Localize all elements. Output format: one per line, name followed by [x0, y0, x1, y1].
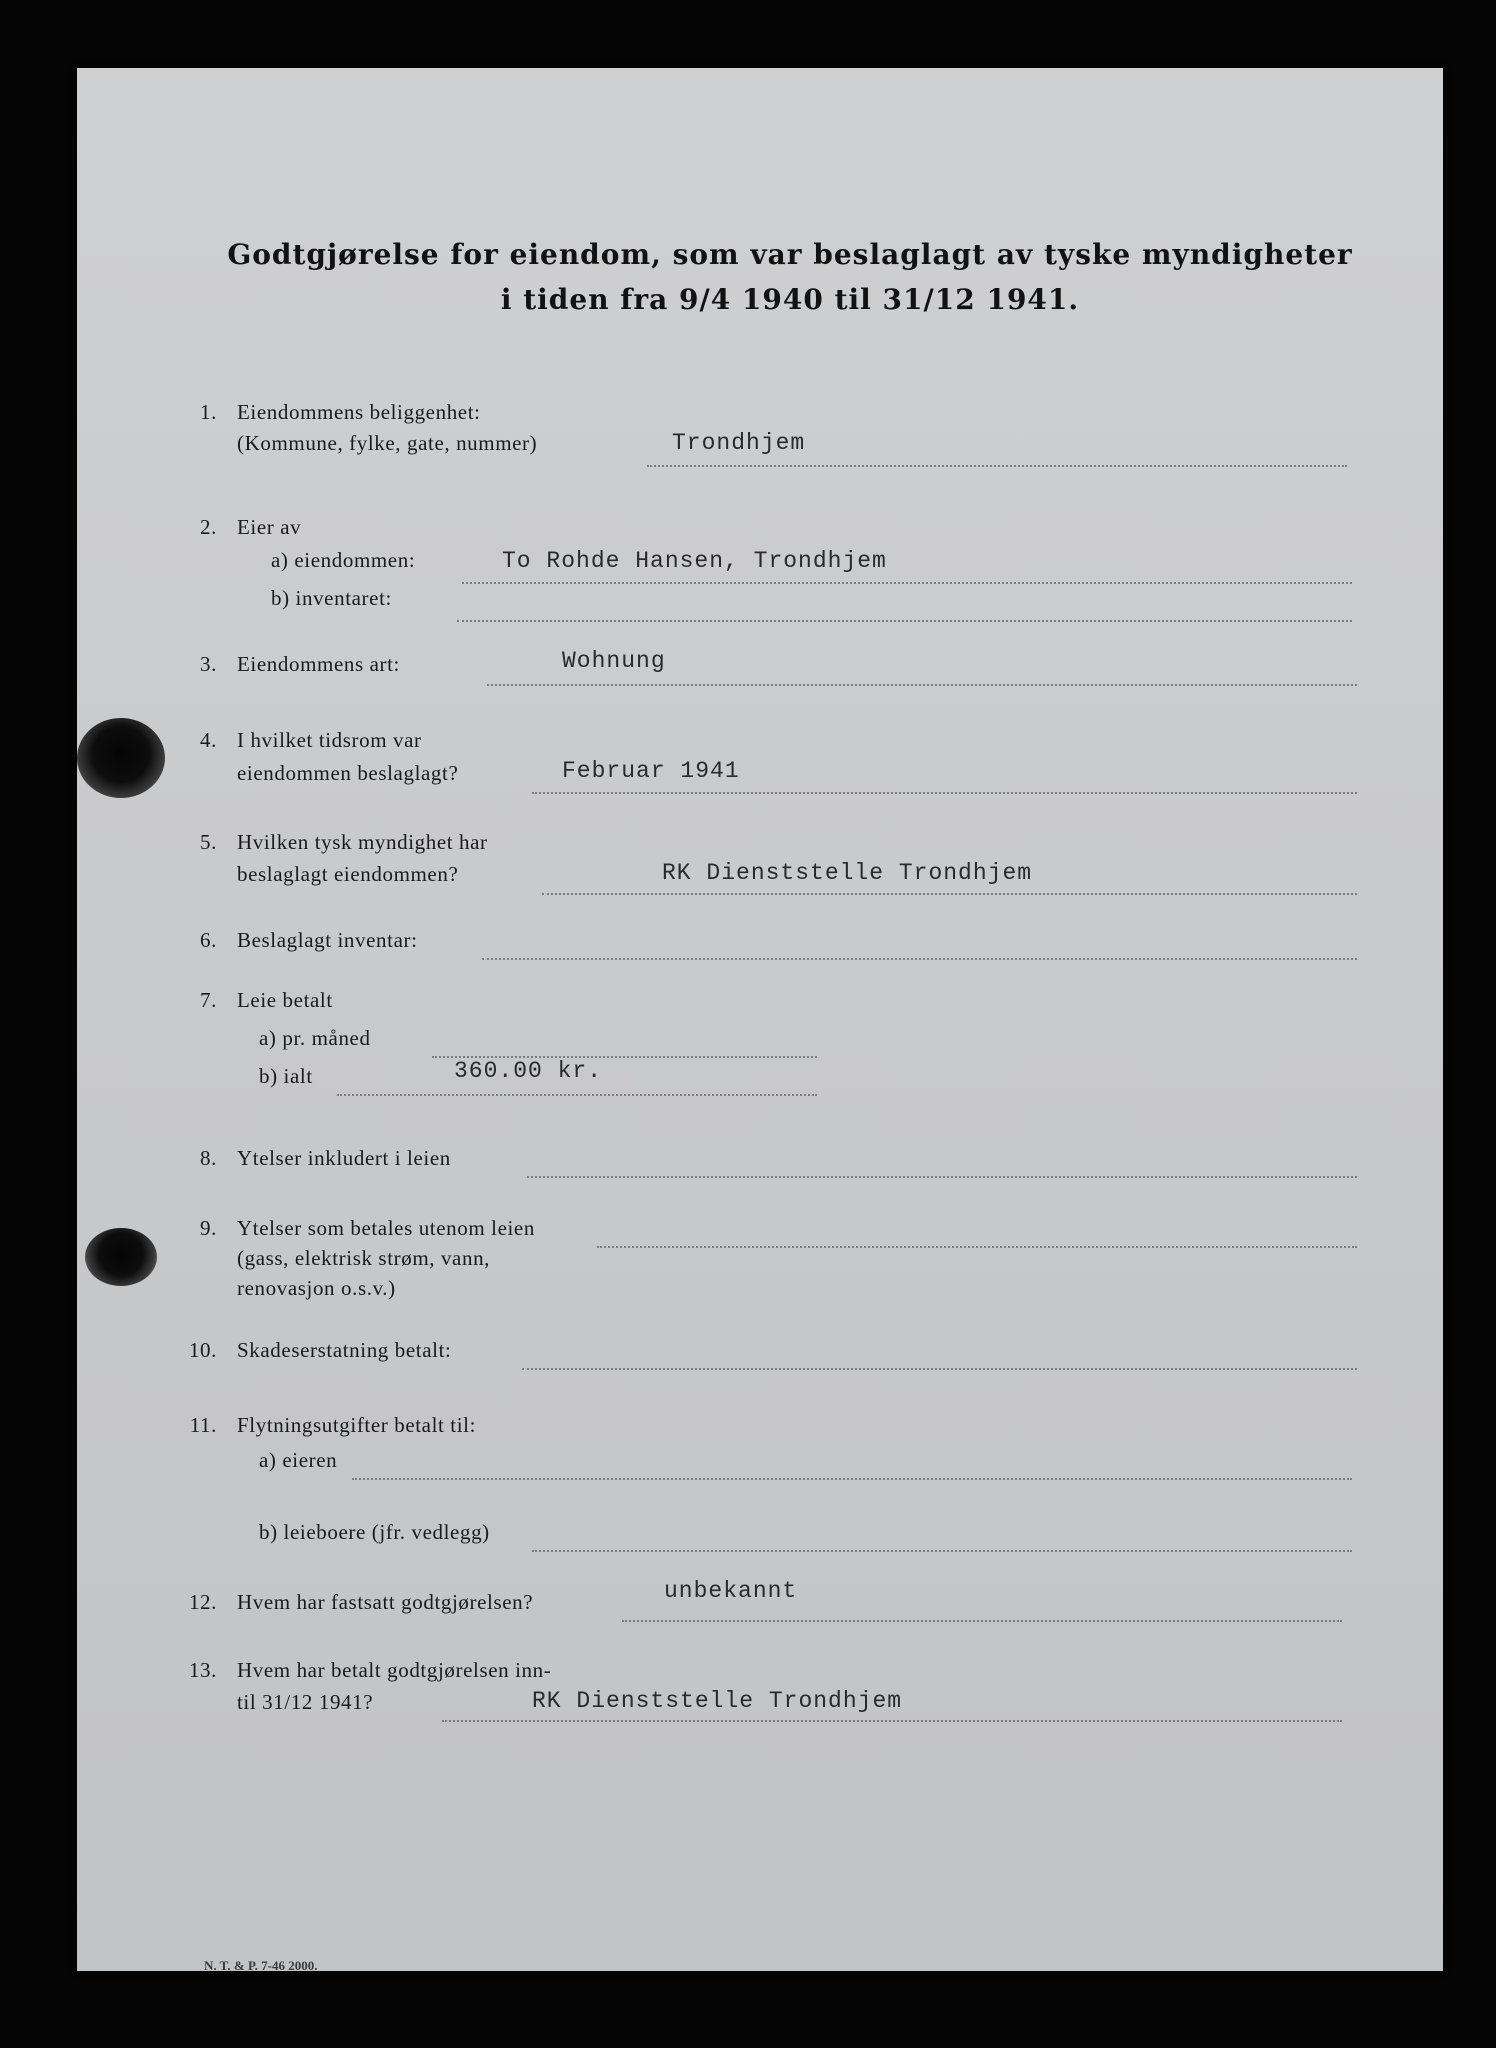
item-13-number: 13.	[188, 1658, 217, 1682]
item-13-label: Hvem har betalt godtgjørelsen inn-	[237, 1658, 552, 1682]
item-2-label: Eier av	[237, 515, 302, 539]
item-10-answer-line	[522, 1368, 1357, 1370]
item-4-answer-line	[532, 792, 1357, 794]
item-9-number: 9.	[200, 1216, 217, 1240]
item-3-number: 3.	[200, 652, 217, 676]
item-3-answer-line	[487, 684, 1357, 686]
item-13-sublabel: til 31/12 1941?	[237, 1690, 374, 1714]
form-title-line1: Godtgjørelse for eiendom, som var beslaglagt av tyske myndigheter	[227, 238, 1353, 271]
item-3-label: Eiendommens art:	[237, 652, 400, 676]
item-11-label: Flytningsutgifter betalt til:	[237, 1413, 477, 1437]
item-7b-answer-line	[337, 1094, 817, 1096]
item-7a-label: a) pr. måned	[259, 1026, 371, 1050]
item-2b-label: b) inventaret:	[271, 586, 392, 610]
item-10-number: 10.	[188, 1338, 217, 1362]
item-1-number: 1.	[200, 400, 217, 424]
item-2a-answer: To Rohde Hansen, Trondhjem	[502, 548, 887, 574]
item-8-number: 8.	[200, 1146, 217, 1170]
item-5-number: 5.	[200, 830, 217, 854]
item-4-answer: Februar 1941	[562, 758, 740, 784]
item-7b-label: b) ialt	[259, 1064, 313, 1088]
item-2-number: 2.	[200, 515, 217, 539]
printer-footer: N. T. & P. 7-46 2000.	[204, 1958, 318, 1973]
item-3-answer: Wohnung	[562, 648, 666, 674]
item-5-answer: RK Dienststelle Trondhjem	[662, 860, 1033, 886]
item-13-answer: RK Dienststelle Trondhjem	[532, 1688, 903, 1714]
item-12-answer-line	[622, 1620, 1342, 1622]
item-9-sublabel-2: renovasjon o.s.v.)	[237, 1276, 396, 1300]
item-10-label: Skadeserstatning betalt:	[237, 1338, 452, 1362]
item-11a-label: a) eieren	[259, 1448, 338, 1472]
punch-hole-mark	[77, 718, 165, 798]
item-1-sublabel: (Kommune, fylke, gate, nummer)	[237, 431, 538, 455]
item-2b-answer-line	[457, 620, 1352, 622]
item-2a-answer-line	[462, 582, 1352, 584]
item-6-number: 6.	[200, 928, 217, 952]
item-12-answer: unbekannt	[664, 1578, 798, 1604]
item-1-answer-line	[647, 465, 1347, 467]
item-8-label: Ytelser inkludert i leien	[237, 1146, 451, 1170]
item-7-number: 7.	[200, 988, 217, 1012]
item-9-answer-line	[597, 1246, 1357, 1248]
punch-hole-mark	[85, 1228, 157, 1286]
item-5-answer-line	[542, 893, 1357, 895]
item-4-label: I hvilket tidsrom var	[237, 728, 422, 752]
item-6-answer-line	[482, 958, 1357, 960]
item-6-label: Beslaglagt inventar:	[237, 928, 418, 952]
item-11-number: 11.	[189, 1413, 217, 1437]
item-7b-answer: 360.00 kr.	[454, 1058, 603, 1084]
item-4-number: 4.	[200, 728, 217, 752]
item-11b-label: b) leieboere (jfr. vedlegg)	[259, 1520, 490, 1544]
item-1-label: Eiendommens beliggenhet:	[237, 400, 481, 424]
item-2a-label: a) eiendommen:	[271, 548, 416, 572]
item-5-label: Hvilken tysk myndighet har	[237, 830, 488, 854]
form-title-line2: i tiden fra 9/4 1940 til 31/12 1941.	[500, 283, 1080, 316]
item-1-answer: Trondhjem	[672, 430, 806, 456]
item-11b-answer-line	[532, 1550, 1352, 1552]
item-13-answer-line	[442, 1720, 1342, 1722]
item-8-answer-line	[527, 1176, 1357, 1178]
item-11a-answer-line	[352, 1478, 1352, 1480]
form-page	[77, 68, 1443, 1971]
item-5-sublabel: beslaglagt eiendommen?	[237, 862, 459, 886]
item-12-number: 12.	[188, 1590, 217, 1614]
item-7-label: Leie betalt	[237, 988, 333, 1012]
item-9-sublabel: (gass, elektrisk strøm, vann,	[237, 1246, 491, 1270]
item-9-label: Ytelser som betales utenom leien	[237, 1216, 535, 1240]
item-4-sublabel: eiendommen beslaglagt?	[237, 761, 459, 785]
item-12-label: Hvem har fastsatt godtgjørelsen?	[237, 1590, 534, 1614]
